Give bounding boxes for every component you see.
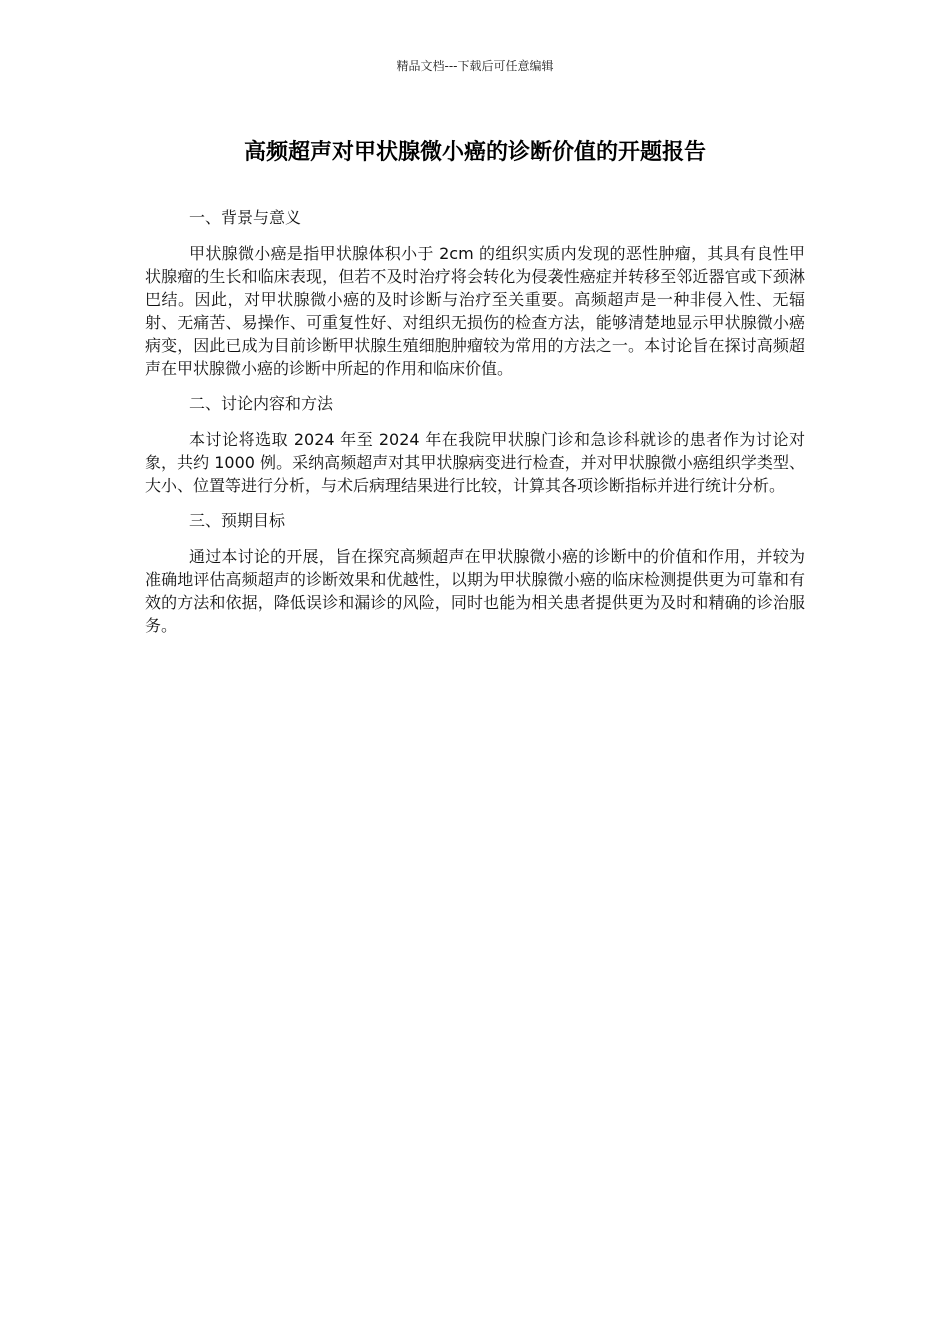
section-paragraph: 本讨论将选取 2024 年至 2024 年在我院甲状腺门诊和急诊科就诊的患者作为讨论对象，共约 1000 例。采纳高频超声对其甲状腺病变进行检查，并对甲状腺微小癌组织学类型、大小、位置等进行分析，与术后病理结果进行比较，计算其各项诊断指标并进行统计分析。 [145,430,805,495]
section-content-methods [145,392,805,497]
section-paragraph: 通过本讨论的开展，旨在探究高频超声在甲状腺微小癌的诊断中的价值和作用，并较为准确地评估高频超声的诊断效果和优越性，以期为甲状腺微小癌的临床检测提供更为可靠和有效的方法和依据，降低误诊和漏诊的风险，同时也能为相关患者提供更为及时和精确的诊治服务。 [145,547,805,635]
document-body [145,206,805,649]
section-heading: 二、讨论内容和方法 [189,394,334,413]
section-heading: 一、背景与意义 [189,208,302,227]
section-expected-goals [145,509,805,637]
document-title: 高频超声对甲状腺微小癌的诊断价值的开题报告 [243,140,706,165]
section-paragraph: 甲状腺微小癌是指甲状腺体积小于 2cm 的组织实质内发现的恶性肿瘤，其具有良性甲状腺瘤的生长和临床表现，但若不及时治疗将会转化为侵袭性癌症并转移至邻近器官或下颈淋巴结。因此，对甲状腺微小癌的及时诊断与治疗至关重要。高频超声是一种非侵入性、无辐射、无痛苦、易操作、可重复性好、对组织无损伤的检查方法，能够清楚地显示甲状腺微小癌病变，因此已成为目前诊断甲状腺生殖细胞肿瘤较为常用的方法之一。本讨论旨在探讨高频超声在甲状腺微小癌的诊断中所起的作用和临床价值。 [145,244,805,378]
section-heading: 三、预期目标 [189,511,286,530]
section-background [145,206,805,380]
header-note: 精品文档---下载后可任意编辑 [396,59,554,73]
